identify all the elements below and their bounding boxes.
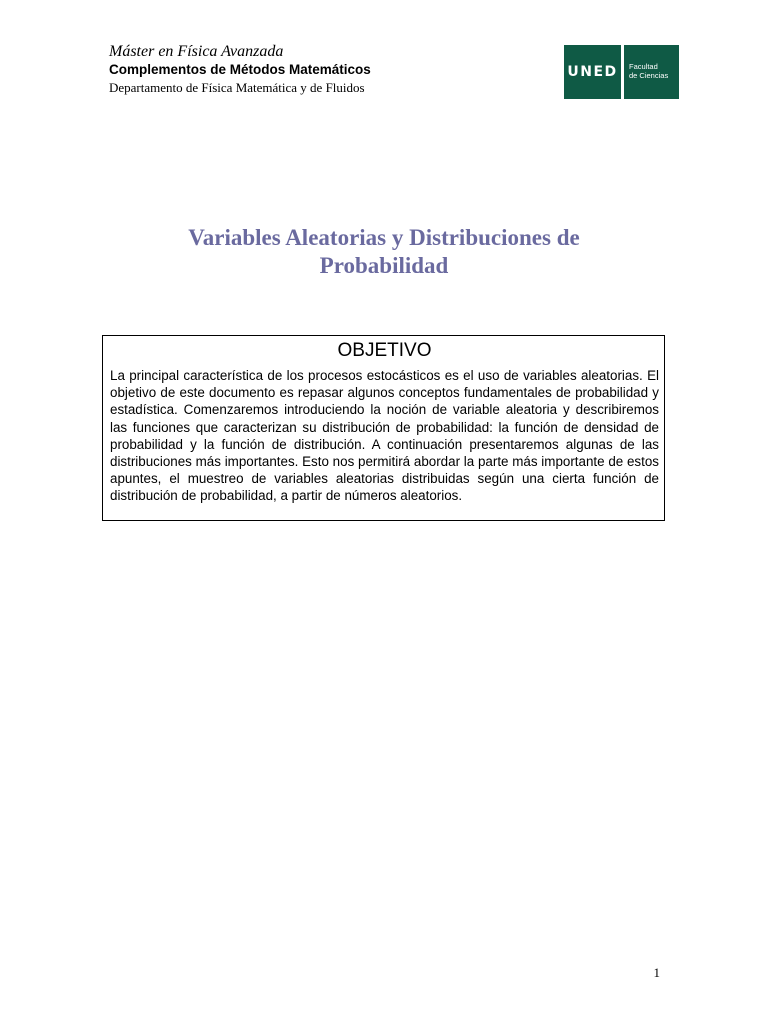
objective-heading: OBJETIVO xyxy=(337,340,432,361)
faculty-line-1: Facultad xyxy=(629,62,658,71)
uned-logo-faculty xyxy=(624,45,679,99)
document-header xyxy=(109,42,529,96)
course-name: Complementos de Métodos Matemáticos xyxy=(109,62,371,77)
uned-logo-brand: UNED xyxy=(564,45,621,99)
program-name: Máster en Física Avanzada xyxy=(109,43,284,60)
objective-box xyxy=(102,335,665,521)
department-name: Departamento de Física Matemática y de Fluidos xyxy=(109,80,365,95)
title-line-1: Variables Aleatorias y Distribuciones de xyxy=(188,225,580,250)
page-number: 1 xyxy=(653,965,660,980)
title-line-2: Probabilidad xyxy=(319,253,449,278)
faculty-line-2: de Ciencias xyxy=(629,71,669,80)
uned-logo xyxy=(564,45,679,99)
objective-text: La principal característica de los procesos estocásticos es el uso de variables aleatorias. El objetivo de este documento es repasar algunos conceptos fundamentales de probabilidad y estadística. Comenzaremos introduciendo la noción de variable aleatoria y describiremos las funciones que caracterizan su distribución de probabilidad: la función de densidad de probabilidad y la función de distribución. A continuación presentaremos algunas de las distribuciones más importantes. Esto nos permitirá abordar la parte más importante de estos apuntes, el muestreo de variables aleatorias distribuidas según una cierta función de distribución de probabilidad, a partir de números aleatorios. xyxy=(110,368,659,504)
document-title xyxy=(120,224,648,280)
